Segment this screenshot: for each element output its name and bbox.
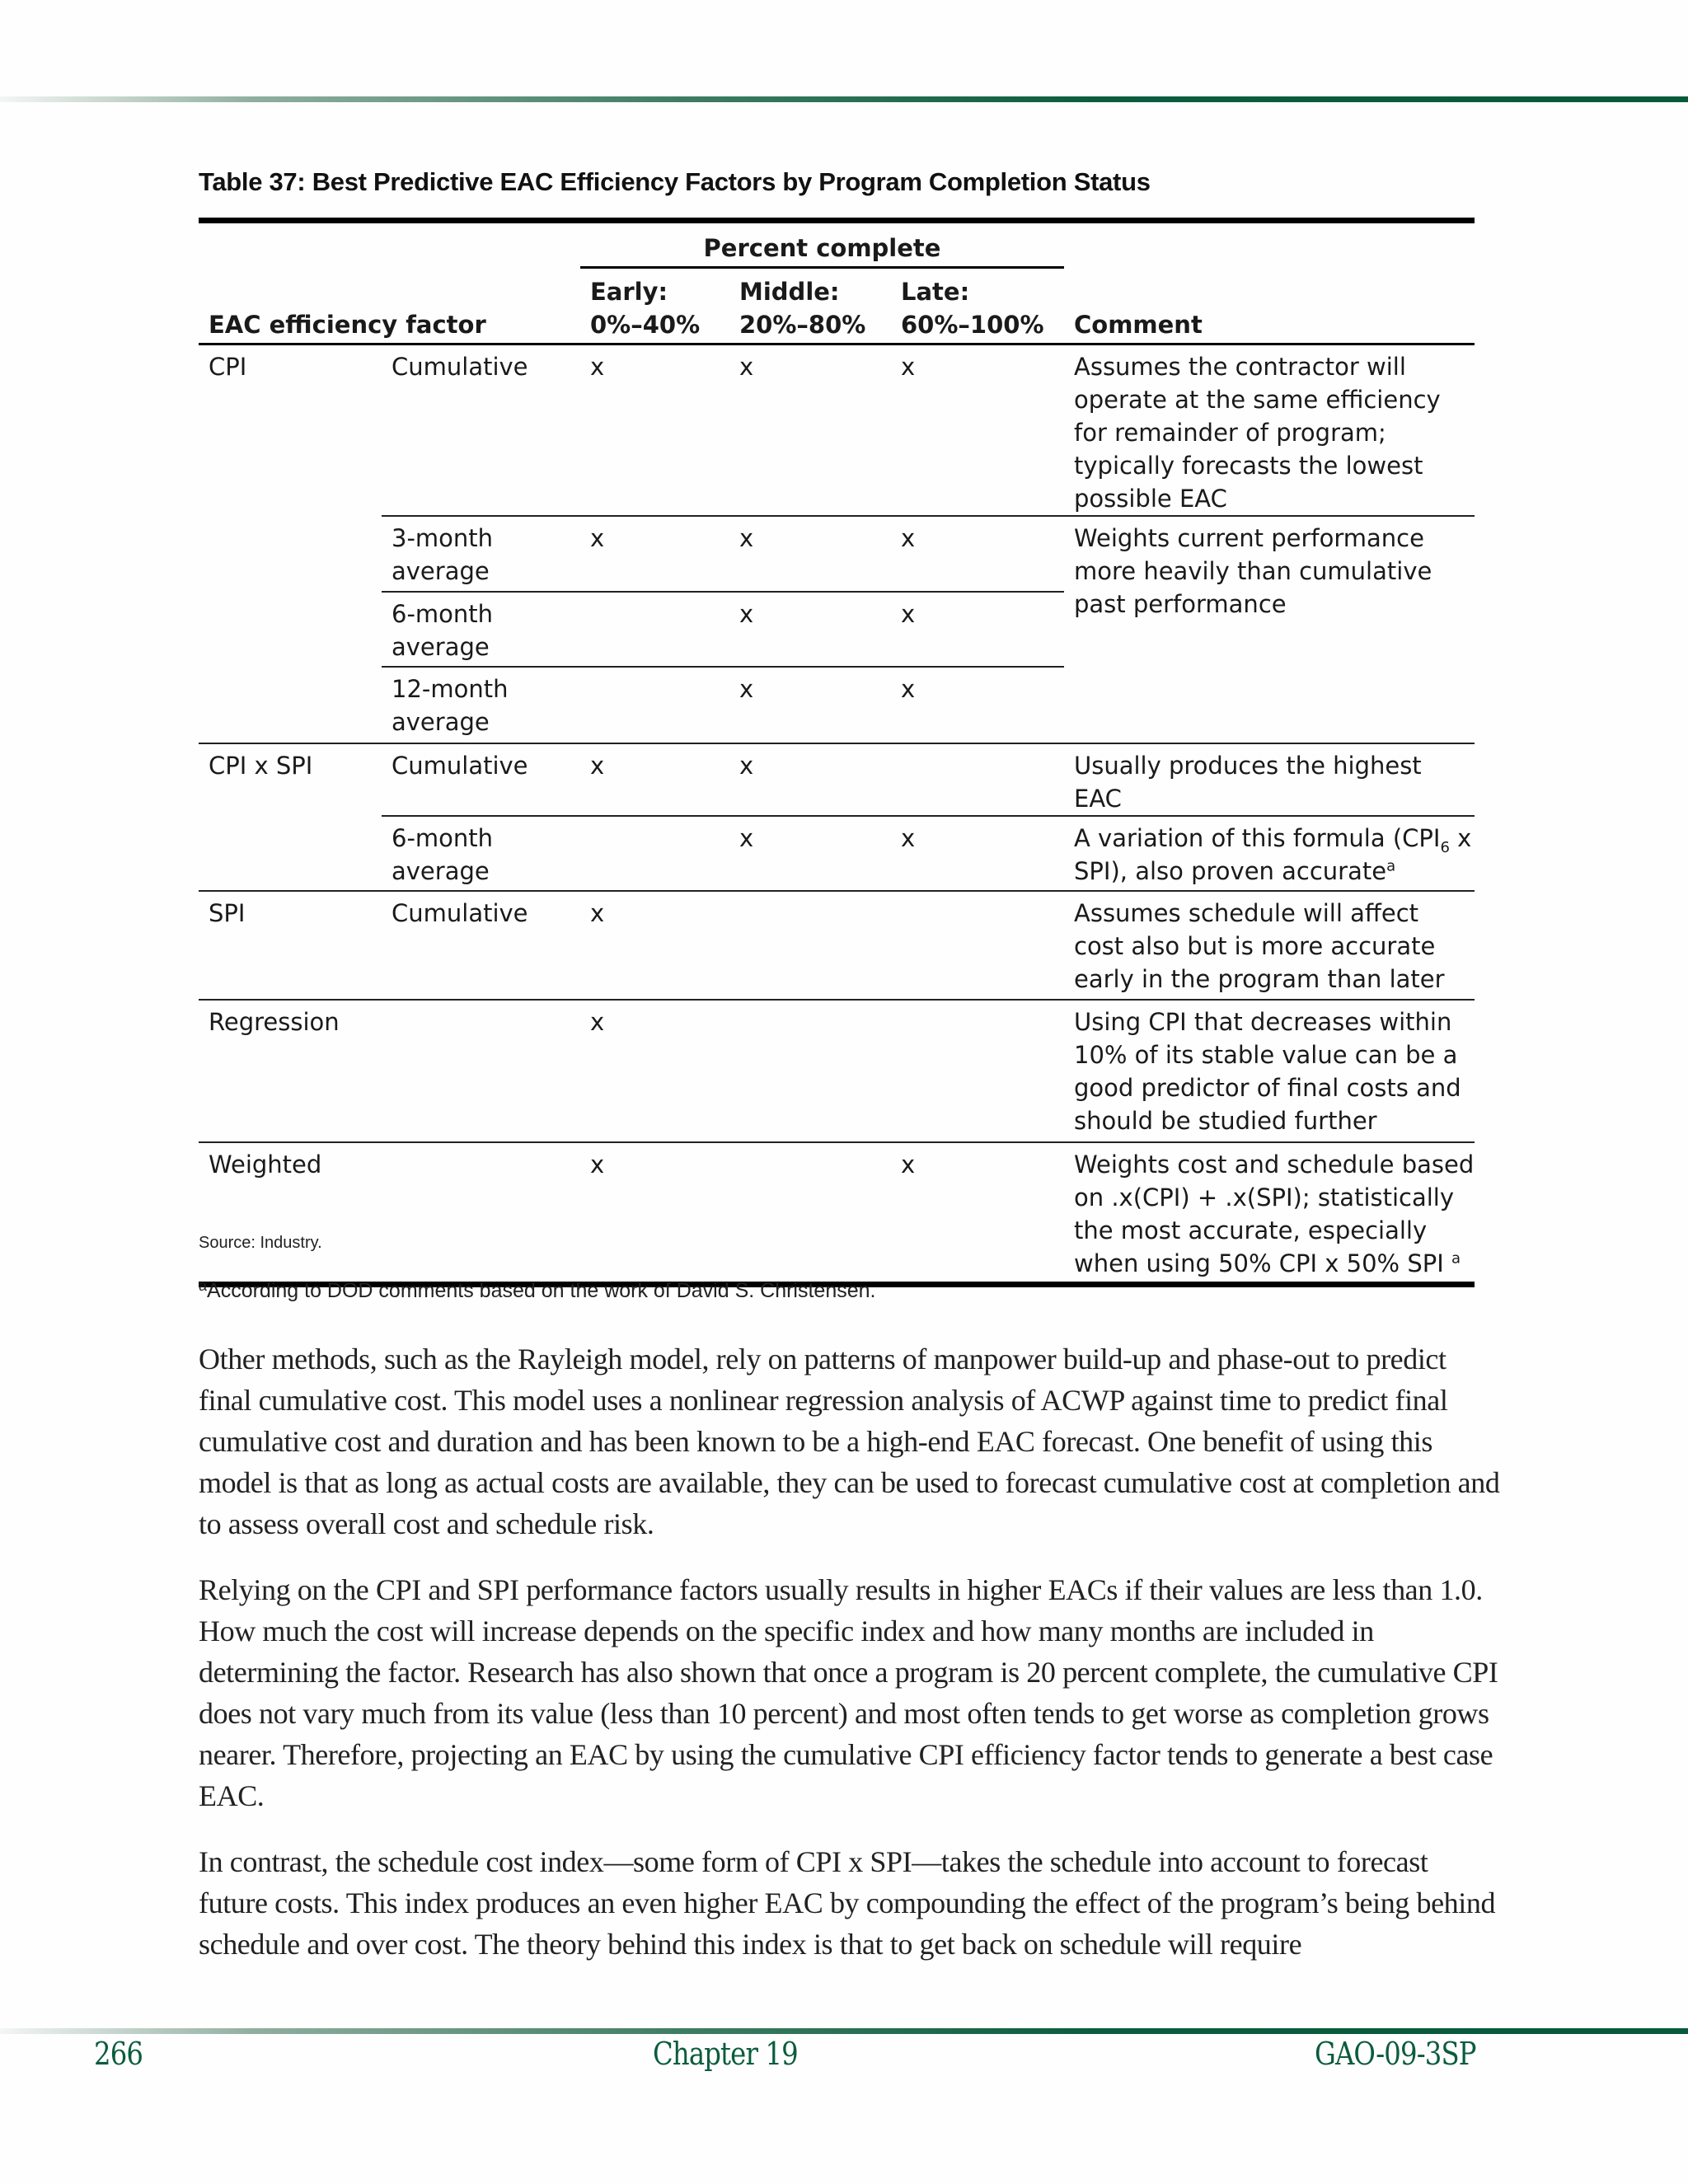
comment-cell: Using CPI that decreases within 10% of its stable value can be a good predictor of final costs and should be studied further xyxy=(1064,1000,1475,1142)
early-cell: x xyxy=(580,516,729,592)
footer-rule xyxy=(0,2028,1688,2034)
early-cell: x xyxy=(580,743,729,816)
late-cell: x xyxy=(891,667,1064,743)
middle-cell: x xyxy=(729,816,891,891)
late-cell xyxy=(891,743,1064,816)
table-row xyxy=(199,1142,1475,1284)
late-cell: x xyxy=(891,592,1064,667)
table-title: Table 37: Best Predictive EAC Efficiency Factors by Program Completion Status xyxy=(199,167,1151,196)
paragraph: Other methods, such as the Rayleigh model, rely on patterns of manpower build-up and phase-out to predict final cumulative cost. This model uses a nonlinear regression analysis of ACWP against time to predict final cumulative cost and duration and has been known to be a high-end EAC forecast. One benefit of using this model is that as long as actual costs are available, they can be used to forecast cumulative cost at completion and to assess overall cost and schedule risk. xyxy=(199,1343,1500,1540)
late-cell xyxy=(891,891,1064,1000)
late-cell: x xyxy=(891,816,1064,891)
table-row xyxy=(199,743,1475,816)
header-comment: Comment xyxy=(1064,221,1475,344)
chapter-label: Chapter 19 xyxy=(653,2036,798,2072)
comment-cell: Weights cost and schedule based on .x(CPI) + .x(SPI); statistically the most accurate, especially when using 50% CPI x 50% SPI $^a$ xyxy=(1064,1142,1475,1284)
middle-cell: x xyxy=(729,743,891,816)
sub-cell xyxy=(382,1000,580,1142)
late-cell: x xyxy=(901,353,916,381)
header-early: Early: 0%–40% xyxy=(580,268,729,344)
table-row xyxy=(199,891,1475,1000)
early-cell: x xyxy=(580,1142,729,1284)
header-factor: EAC efficiency factor xyxy=(199,221,580,344)
early-cell xyxy=(580,816,729,891)
sub-cell: Cumulative xyxy=(382,743,580,816)
late-cell: x xyxy=(891,516,1064,592)
header-middle: Middle: 20%–80% xyxy=(729,268,891,344)
late-cell xyxy=(891,1000,1064,1142)
body-text xyxy=(199,1338,1501,1990)
early-cell xyxy=(580,667,729,743)
table-row xyxy=(199,816,1475,891)
paragraph: Relying on the CPI and SPI performance factors usually results in higher EACs if their values are less than 1.0. How much the cost will increase depends on the specific index and how many months are included in determining the factor. Research has also shown that once a program is 20 percent complete, the cumulative CPI does not vary much from its value (less than 10 percent) and most often tends to get worse as completion grows nearer. Therefore, projecting an EAC by using the cumulative CPI efficiency factor tends to generate a best case EAC. xyxy=(199,1573,1498,1812)
comment-cell: Assumes the contractor will operate at the same efficiency for remainder of program; typically forecasts the lowest possible EAC xyxy=(1074,353,1441,513)
comment-cell: A variation of this formula ($CPI_6$ x SPI), also proven accurate$^a$ xyxy=(1064,816,1475,891)
middle-cell xyxy=(729,891,891,1000)
table-row xyxy=(199,344,1475,517)
middle-cell xyxy=(729,1142,891,1284)
early-cell: x xyxy=(590,353,605,381)
paragraph: In contrast, the schedule cost index—some form of CPI x SPI—takes the schedule into account to forecast future costs. This index produces an even higher EAC by compounding the effect of the program’s being behind schedule and over cost. The theory behind this index is that to get back on schedule will require xyxy=(199,1845,1496,1961)
middle-cell: x xyxy=(729,667,891,743)
sub-cell: 6-month average xyxy=(382,592,580,667)
header-late: Late: 60%–100% xyxy=(891,268,1064,344)
middle-cell: x xyxy=(729,516,891,592)
factor-cell: CPI x SPI xyxy=(199,743,382,891)
page-number: 266 xyxy=(94,2036,143,2072)
factor-cell: Weighted xyxy=(199,1142,382,1284)
sub-cell: 12-month average xyxy=(382,667,580,743)
comment-cell: Assumes schedule will affect cost also but is more accurate early in the program than later xyxy=(1064,891,1475,1000)
factor-cell: CPI xyxy=(209,353,247,381)
early-cell: x xyxy=(580,1000,729,1142)
early-cell: x xyxy=(580,891,729,1000)
sub-cell: 6-month average xyxy=(382,816,580,891)
middle-cell: x xyxy=(739,353,754,381)
comment-cell: Weights current performance more heavily than cumulative past performance xyxy=(1064,516,1475,743)
late-cell: x xyxy=(891,1142,1064,1284)
early-cell xyxy=(580,592,729,667)
eac-factors-table xyxy=(199,218,1475,1287)
sub-cell: 3-month average xyxy=(382,516,580,592)
sub-cell: Cumulative xyxy=(392,353,528,381)
factor-cell: Regression xyxy=(199,1000,382,1142)
middle-cell: x xyxy=(729,592,891,667)
header-rule xyxy=(0,96,1688,102)
header-row-group xyxy=(199,221,1475,268)
comment-cell: Usually produces the highest EAC xyxy=(1064,743,1475,816)
middle-cell xyxy=(729,1000,891,1142)
table-row xyxy=(199,516,1475,592)
table-source: Source: Industry. xyxy=(199,1234,322,1252)
table-row xyxy=(199,1000,1475,1142)
table-footnote: $^a$According to DOD comments based on the work of David S. Christensen. xyxy=(199,1277,876,1302)
header-percent-complete: Percent complete xyxy=(580,221,1064,268)
document-id: GAO-09-3SP xyxy=(1315,2036,1476,2072)
sub-cell xyxy=(382,1142,580,1284)
factor-cell: SPI xyxy=(199,891,382,1000)
sub-cell: Cumulative xyxy=(382,891,580,1000)
